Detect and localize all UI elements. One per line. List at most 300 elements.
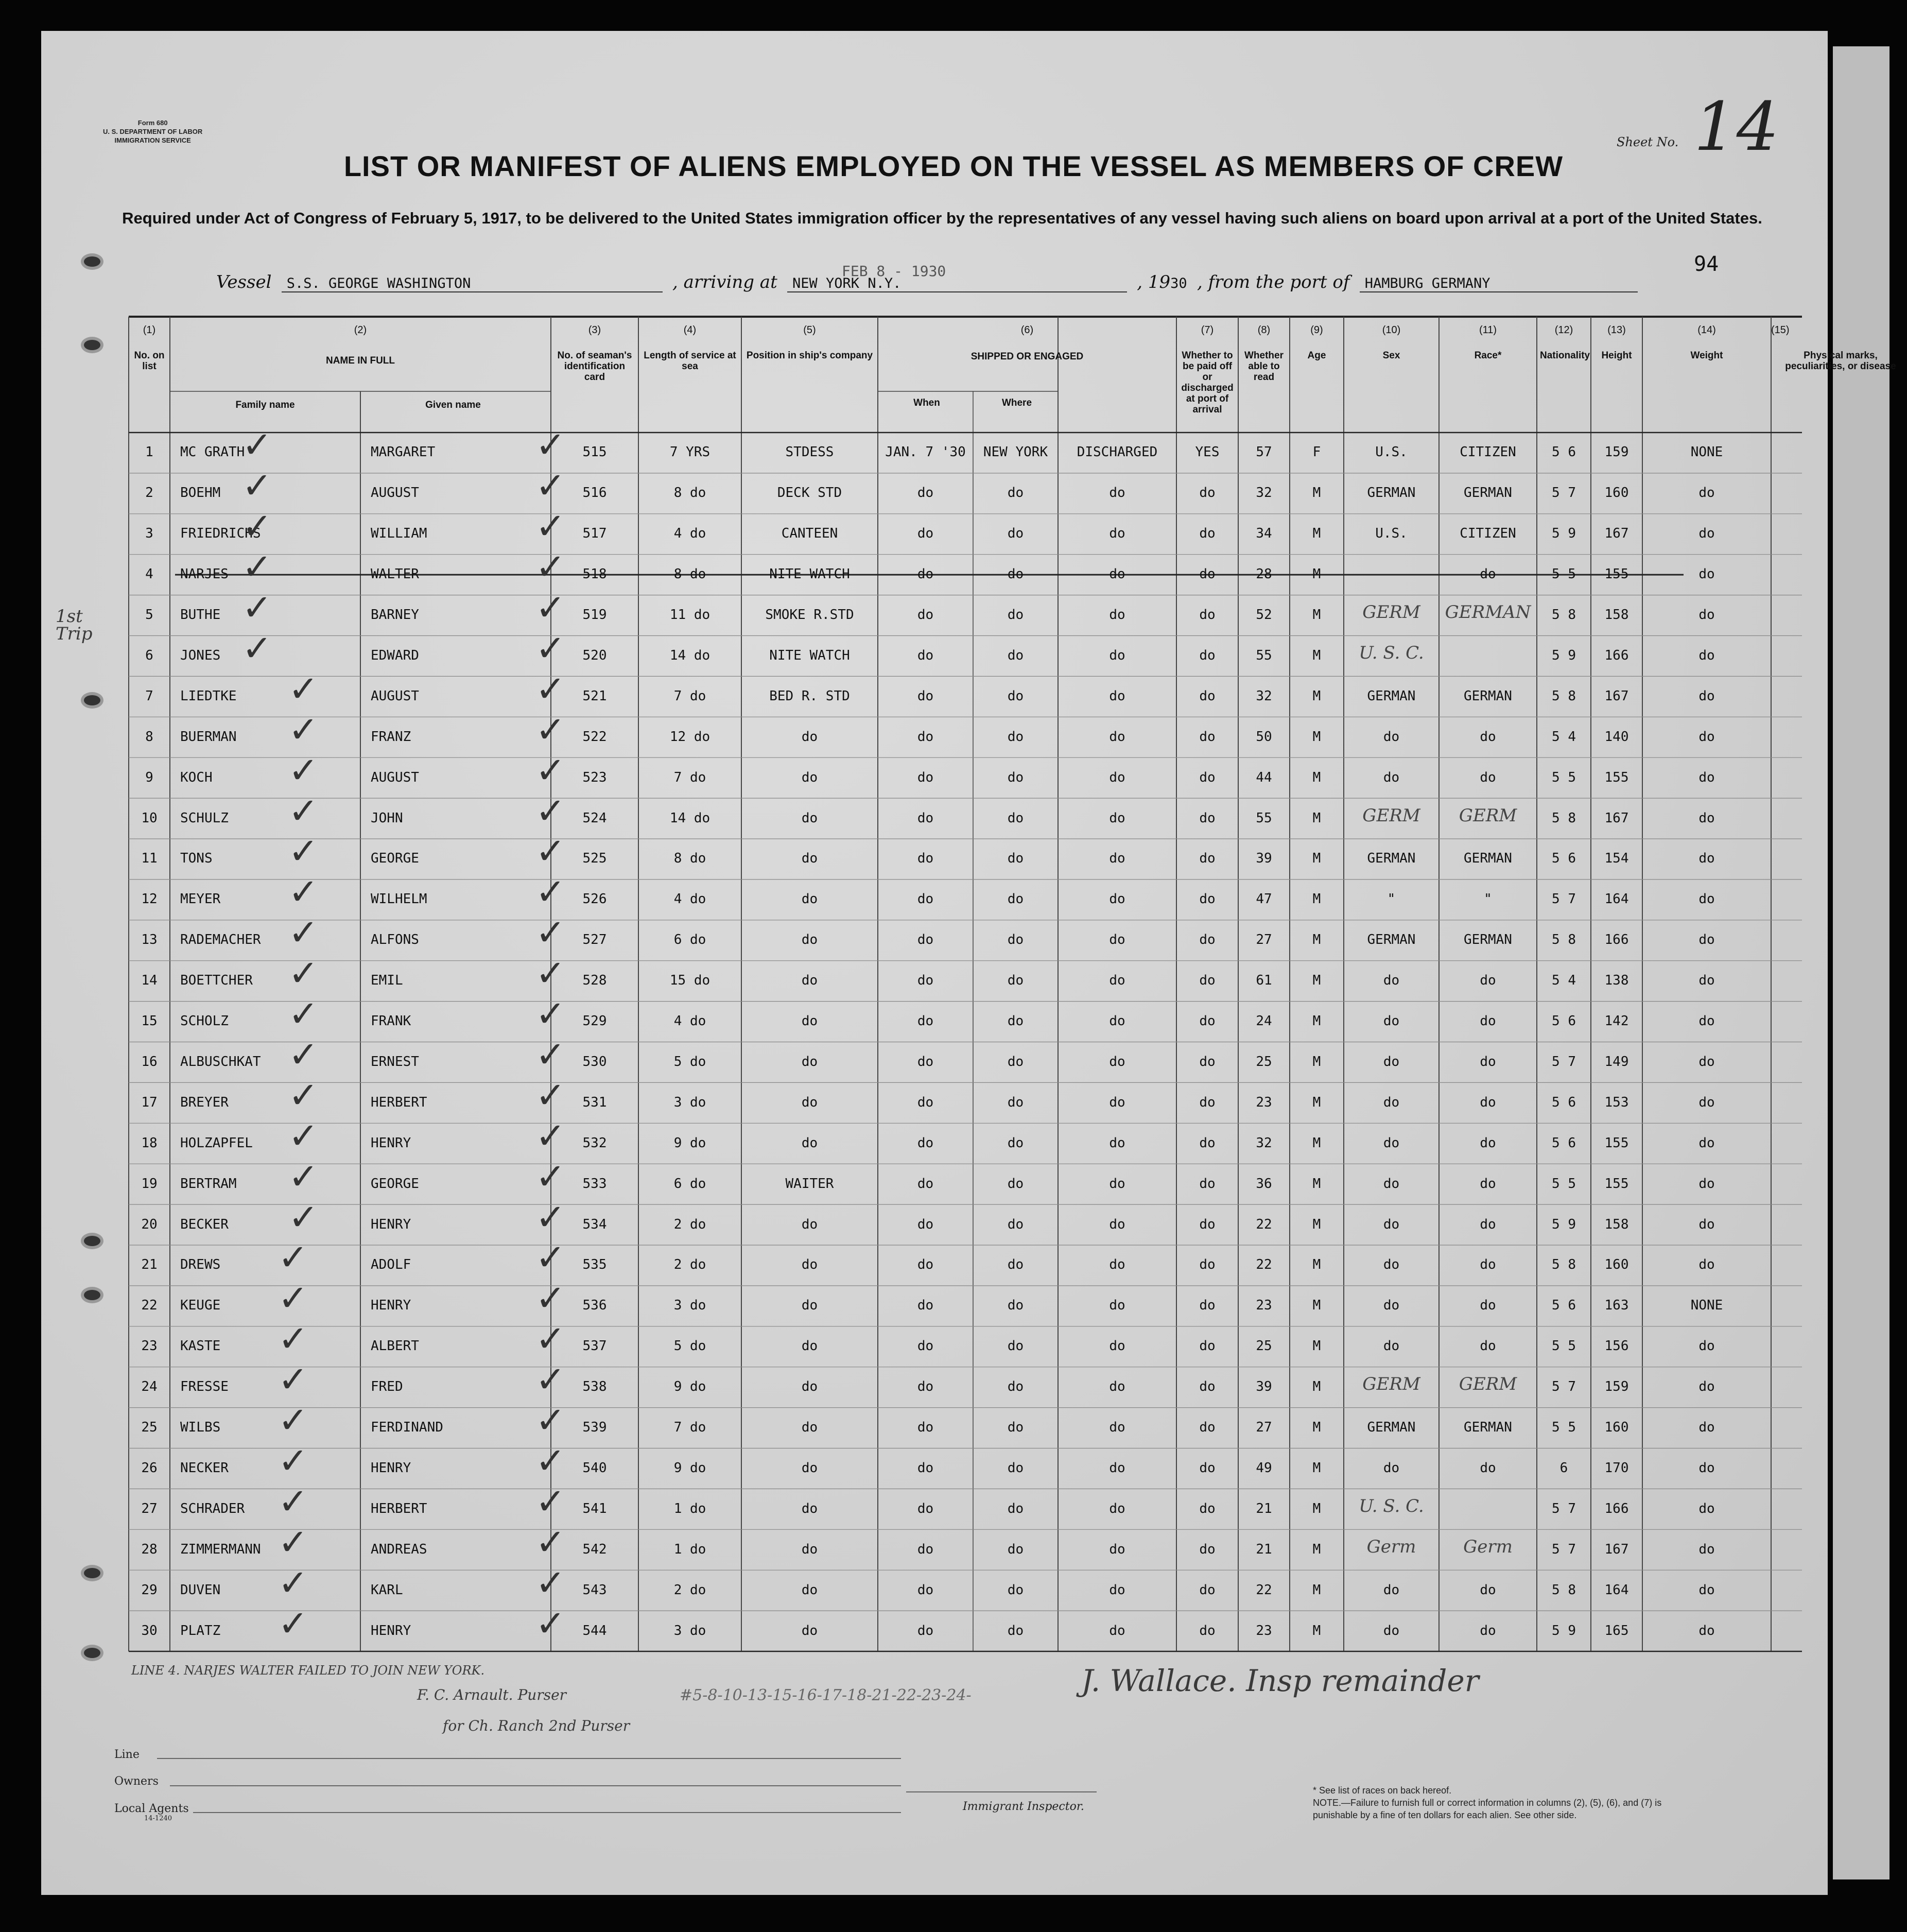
able-to-read: do xyxy=(1199,607,1216,623)
service-length: 3 do xyxy=(673,1623,706,1638)
weight: 159 xyxy=(1604,444,1629,460)
nationality: do xyxy=(1480,1094,1496,1110)
family-name: SCHRADER xyxy=(180,1500,245,1516)
shipped-where: do xyxy=(1007,1541,1024,1557)
given-name: HERBERT xyxy=(371,1094,427,1110)
row-number: 5 xyxy=(145,607,153,623)
check-mark-icon: ✓ xyxy=(535,1521,566,1563)
row-number: 24 xyxy=(141,1379,158,1395)
card-number: 524 xyxy=(582,810,607,826)
position: do xyxy=(801,1013,818,1029)
row-number: 21 xyxy=(141,1257,158,1273)
footer-agents-label: Local Agents xyxy=(114,1802,189,1815)
shipped-where: do xyxy=(1007,729,1024,745)
shipped-when: do xyxy=(917,810,934,826)
position: do xyxy=(801,1338,818,1354)
shipped-when: do xyxy=(917,1054,934,1070)
able-to-read: do xyxy=(1199,1500,1216,1516)
paid-off: do xyxy=(1109,688,1125,704)
row-number: 3 xyxy=(145,526,153,542)
row-number: 1 xyxy=(145,444,153,460)
race: " xyxy=(1387,891,1396,907)
position: do xyxy=(801,1216,818,1232)
check-mark-icon: ✓ xyxy=(288,667,319,710)
shipped-where: do xyxy=(1007,1623,1024,1638)
race: do xyxy=(1383,1135,1400,1151)
physical-marks: do xyxy=(1698,1379,1715,1395)
paid-off: do xyxy=(1109,647,1125,663)
card-number: 515 xyxy=(582,444,607,460)
race: do xyxy=(1383,1176,1400,1192)
check-mark-icon: ✓ xyxy=(535,1155,566,1198)
physical-marks: do xyxy=(1698,1460,1715,1476)
physical-marks: do xyxy=(1698,1582,1715,1598)
position: SMOKE R.STD xyxy=(765,607,854,623)
physical-marks: do xyxy=(1698,607,1715,623)
able-to-read: do xyxy=(1199,485,1216,501)
weight: 166 xyxy=(1604,1500,1629,1516)
second-purser-signature: for Ch. Ranch 2nd Purser xyxy=(443,1717,630,1734)
page-title: LIST OR MANIFEST OF ALIENS EMPLOYED ON THE VESSEL AS MEMBERS OF CREW xyxy=(343,150,1564,182)
sex: M xyxy=(1312,1257,1321,1273)
service-length: 1 do xyxy=(673,1500,706,1516)
given-name: JOHN xyxy=(371,810,403,826)
race: GERMAN xyxy=(1367,851,1416,867)
able-to-read: do xyxy=(1199,1013,1216,1029)
family-name: BERTRAM xyxy=(180,1176,237,1192)
age: 32 xyxy=(1256,485,1272,501)
shipped-when: do xyxy=(917,1216,934,1232)
able-to-read: do xyxy=(1199,1176,1216,1192)
family-name: MEYER xyxy=(180,891,221,907)
age: 27 xyxy=(1256,932,1272,948)
paid-off: do xyxy=(1109,1379,1125,1395)
from-label: , from the port of xyxy=(1197,272,1350,292)
check-mark-icon: ✓ xyxy=(288,1155,319,1198)
check-mark-icon: ✓ xyxy=(288,911,319,954)
service-length: 7 do xyxy=(673,688,706,704)
shipped-when: do xyxy=(917,1298,934,1314)
able-to-read: do xyxy=(1199,1135,1216,1151)
paid-off: do xyxy=(1109,1500,1125,1516)
shipped-where: do xyxy=(1007,566,1024,582)
race: U.S. xyxy=(1375,444,1408,460)
column-header: Weight xyxy=(1690,350,1723,361)
physical-marks: do xyxy=(1698,851,1715,867)
able-to-read: do xyxy=(1199,566,1216,582)
service-length: 12 do xyxy=(669,729,710,745)
sex: M xyxy=(1312,1013,1321,1029)
row-number: 27 xyxy=(141,1500,158,1516)
physical-marks: do xyxy=(1698,932,1715,948)
shipped-where: do xyxy=(1007,1094,1024,1110)
family-name: BREYER xyxy=(180,1094,229,1110)
age: 57 xyxy=(1256,444,1272,460)
able-to-read: do xyxy=(1199,1541,1216,1557)
height: 5 7 xyxy=(1552,891,1576,907)
card-number: 534 xyxy=(582,1216,607,1232)
check-mark-icon: ✓ xyxy=(278,1277,308,1320)
column-header: NAME IN FULL xyxy=(325,355,395,366)
height: 5 9 xyxy=(1552,526,1576,542)
able-to-read: do xyxy=(1199,810,1216,826)
age: 23 xyxy=(1256,1298,1272,1314)
shipped-when: do xyxy=(917,688,934,704)
height: 5 7 xyxy=(1552,1054,1576,1070)
race: do xyxy=(1383,1094,1400,1110)
age: 23 xyxy=(1256,1623,1272,1638)
paid-off: do xyxy=(1109,1216,1125,1232)
race: do xyxy=(1383,1623,1400,1638)
shipped-when: do xyxy=(917,851,934,867)
shipped-when: do xyxy=(917,1460,934,1476)
height: 5 9 xyxy=(1552,1623,1576,1638)
family-name: KOCH xyxy=(180,769,213,785)
sex: M xyxy=(1312,729,1321,745)
row-number: 12 xyxy=(141,891,158,907)
shipped-where: do xyxy=(1007,526,1024,542)
shipped-when: do xyxy=(917,1582,934,1598)
physical-marks: do xyxy=(1698,1176,1715,1192)
weight: 138 xyxy=(1604,973,1629,989)
sex: F xyxy=(1312,444,1321,460)
check-mark-icon: ✓ xyxy=(288,1114,319,1157)
check-mark-icon: ✓ xyxy=(535,1277,566,1320)
height: 5 7 xyxy=(1552,1379,1576,1395)
race: U. S. C. xyxy=(1359,642,1424,663)
position: do xyxy=(801,891,818,907)
card-number: 543 xyxy=(582,1582,607,1598)
column-number: (6) xyxy=(1020,324,1034,336)
race: do xyxy=(1383,1460,1400,1476)
height: 5 8 xyxy=(1552,1257,1576,1273)
age: 52 xyxy=(1256,607,1272,623)
shipped-when: do xyxy=(917,1257,934,1273)
given-name: ERNEST xyxy=(371,1054,419,1070)
nationality: Germ xyxy=(1463,1536,1513,1557)
sex: M xyxy=(1312,566,1321,582)
service-length: 7 do xyxy=(673,769,706,785)
shipped-where: do xyxy=(1007,932,1024,948)
physical-marks: do xyxy=(1698,1257,1715,1273)
sex: M xyxy=(1312,1298,1321,1314)
check-mark-icon: ✓ xyxy=(288,871,319,913)
punch-hole xyxy=(84,340,100,350)
family-name: PLATZ xyxy=(180,1623,221,1638)
service-length: 4 do xyxy=(673,526,706,542)
able-to-read: YES xyxy=(1195,444,1220,460)
physical-marks: do xyxy=(1698,1094,1715,1110)
given-name: GEORGE xyxy=(371,851,419,867)
check-mark-icon: ✓ xyxy=(535,993,566,1036)
shipped-where: do xyxy=(1007,1054,1024,1070)
race: U.S. xyxy=(1375,526,1408,542)
nationality: do xyxy=(1480,729,1496,745)
row-number: 29 xyxy=(141,1582,158,1598)
row-number: 22 xyxy=(141,1298,158,1314)
able-to-read: do xyxy=(1199,1338,1216,1354)
punch-hole xyxy=(84,1236,100,1246)
given-name: GEORGE xyxy=(371,1176,419,1192)
paid-off: do xyxy=(1109,932,1125,948)
service-length: 5 do xyxy=(673,1054,706,1070)
footer-line-label: Line xyxy=(114,1748,140,1761)
weight: 156 xyxy=(1604,1338,1629,1354)
check-mark-icon: ✓ xyxy=(288,1033,319,1076)
weight: 167 xyxy=(1604,526,1629,542)
card-number: 518 xyxy=(582,566,607,582)
shipped-when: do xyxy=(917,1500,934,1516)
check-mark-icon: ✓ xyxy=(242,424,272,467)
physical-marks: do xyxy=(1698,1420,1715,1436)
row-number: 19 xyxy=(141,1176,158,1192)
margin-note: 1st Trip xyxy=(56,606,93,644)
row-number: 14 xyxy=(141,973,158,989)
race: do xyxy=(1383,769,1400,785)
shipped-when: do xyxy=(917,973,934,989)
position: do xyxy=(801,851,818,867)
column-number: (3) xyxy=(588,324,601,336)
nationality: GERMAN xyxy=(1464,851,1512,867)
physical-marks: do xyxy=(1698,810,1715,826)
physical-marks: do xyxy=(1698,526,1715,542)
shipped-where: do xyxy=(1007,688,1024,704)
check-mark-icon: ✓ xyxy=(535,1399,566,1442)
shipped-where: do xyxy=(1007,1257,1024,1273)
physical-marks: do xyxy=(1698,1500,1715,1516)
physical-marks: do xyxy=(1698,973,1715,989)
paid-off: do xyxy=(1109,526,1125,542)
age: 23 xyxy=(1256,1094,1272,1110)
row-number: 13 xyxy=(141,932,158,948)
family-name: BOEHM xyxy=(180,485,221,501)
footer-notes xyxy=(1313,1784,1704,1821)
able-to-read: do xyxy=(1199,769,1216,785)
shipped-where: do xyxy=(1007,810,1024,826)
family-name: NARJES xyxy=(180,566,229,582)
shipped-when: do xyxy=(917,1420,934,1436)
shipped-when: do xyxy=(917,485,934,501)
card-number: 540 xyxy=(582,1460,607,1476)
height: 5 9 xyxy=(1552,647,1576,663)
service-length: 3 do xyxy=(673,1094,706,1110)
nationality: do xyxy=(1480,1460,1496,1476)
column-number: (13) xyxy=(1607,324,1626,336)
paid-off: do xyxy=(1109,1420,1125,1436)
able-to-read: do xyxy=(1199,1094,1216,1110)
physical-marks: do xyxy=(1698,729,1715,745)
nationality: do xyxy=(1480,1013,1496,1029)
race: GERMAN xyxy=(1367,1420,1416,1436)
given-name: HENRY xyxy=(371,1460,411,1476)
subheader-given: Given name xyxy=(425,400,481,410)
family-name: DREWS xyxy=(180,1257,221,1273)
age: 32 xyxy=(1256,688,1272,704)
physical-marks: do xyxy=(1698,1541,1715,1557)
sex: M xyxy=(1312,851,1321,867)
service-length: 2 do xyxy=(673,1582,706,1598)
nationality: do xyxy=(1480,769,1496,785)
column-number: (1) xyxy=(143,324,156,336)
able-to-read: do xyxy=(1199,1257,1216,1273)
sex: M xyxy=(1312,932,1321,948)
sex: M xyxy=(1312,688,1321,704)
weight: 158 xyxy=(1604,607,1629,623)
age: 32 xyxy=(1256,1135,1272,1151)
sex: M xyxy=(1312,1623,1321,1638)
position: DECK STD xyxy=(777,485,842,501)
nationality: do xyxy=(1480,1135,1496,1151)
physical-marks: do xyxy=(1698,485,1715,501)
sex: M xyxy=(1312,485,1321,501)
able-to-read: do xyxy=(1199,647,1216,663)
race: GERM xyxy=(1362,602,1420,623)
sex: M xyxy=(1312,1216,1321,1232)
service-length: 6 do xyxy=(673,932,706,948)
service-length: 8 do xyxy=(673,485,706,501)
column-header: Sex xyxy=(1382,350,1400,361)
punch-hole xyxy=(84,695,100,705)
check-mark-icon: ✓ xyxy=(535,424,566,467)
row-number: 26 xyxy=(141,1460,158,1476)
physical-marks: NONE xyxy=(1690,1298,1723,1314)
row-number: 9 xyxy=(145,769,153,785)
service-length: 8 do xyxy=(673,566,706,582)
check-mark-icon: ✓ xyxy=(288,749,319,791)
weight: 167 xyxy=(1604,810,1629,826)
nationality: do xyxy=(1480,1257,1496,1273)
paid-off: do xyxy=(1109,1135,1125,1151)
card-number: 537 xyxy=(582,1338,607,1354)
check-mark-icon: ✓ xyxy=(278,1399,308,1442)
column-header: Length of service at sea xyxy=(644,350,736,372)
family-name: WILBS xyxy=(180,1420,221,1436)
position: do xyxy=(801,729,818,745)
shipped-where: do xyxy=(1007,1582,1024,1598)
age: 25 xyxy=(1256,1054,1272,1070)
card-number: 539 xyxy=(582,1420,607,1436)
race: GERMAN xyxy=(1367,485,1416,501)
physical-marks: do xyxy=(1698,566,1715,582)
weight: 164 xyxy=(1604,1582,1629,1598)
age: 61 xyxy=(1256,973,1272,989)
column-number: (8) xyxy=(1257,324,1271,336)
check-mark-icon: ✓ xyxy=(278,1439,308,1482)
nationality: CITIZEN xyxy=(1460,526,1516,542)
able-to-read: do xyxy=(1199,688,1216,704)
family-name: DUVEN xyxy=(180,1582,221,1598)
card-number: 531 xyxy=(582,1094,607,1110)
position: WAITER xyxy=(785,1176,834,1192)
age: 55 xyxy=(1256,647,1272,663)
service-length: 5 do xyxy=(673,1338,706,1354)
card-number: 525 xyxy=(582,851,607,867)
service-length: 15 do xyxy=(669,973,710,989)
arriving-port: NEW YORK N.Y. xyxy=(787,275,1127,292)
given-name: KARL xyxy=(371,1582,403,1598)
able-to-read: do xyxy=(1199,1460,1216,1476)
height: 5 8 xyxy=(1552,688,1576,704)
column-number: (15) xyxy=(1771,324,1790,336)
check-mark-icon: ✓ xyxy=(278,1358,308,1401)
paid-off: do xyxy=(1109,851,1125,867)
height: 5 4 xyxy=(1552,973,1576,989)
sex: M xyxy=(1312,1420,1321,1436)
nationality: do xyxy=(1480,1298,1496,1314)
card-number: 544 xyxy=(582,1623,607,1638)
physical-marks: do xyxy=(1698,769,1715,785)
physical-marks: do xyxy=(1698,1623,1715,1638)
nationality: do xyxy=(1480,566,1496,582)
check-mark-icon: ✓ xyxy=(535,830,566,873)
check-mark-icon: ✓ xyxy=(242,546,272,589)
nationality: do xyxy=(1480,1054,1496,1070)
weight: 166 xyxy=(1604,932,1629,948)
service-length: 9 do xyxy=(673,1135,706,1151)
row-number: 20 xyxy=(141,1216,158,1232)
race: GERM xyxy=(1362,805,1420,826)
race: do xyxy=(1383,1298,1400,1314)
able-to-read: do xyxy=(1199,973,1216,989)
height: 5 6 xyxy=(1552,444,1576,460)
card-number: 517 xyxy=(582,526,607,542)
paid-off: DISCHARGED xyxy=(1077,444,1158,460)
weight: 160 xyxy=(1604,1420,1629,1436)
vessel-name: S.S. GEORGE WASHINGTON xyxy=(282,275,663,292)
height: 5 6 xyxy=(1552,1298,1576,1314)
service-length: 2 do xyxy=(673,1216,706,1232)
race: GERMAN xyxy=(1367,688,1416,704)
check-mark-icon: ✓ xyxy=(535,464,566,507)
column-number: (12) xyxy=(1554,324,1573,336)
given-name: AUGUST xyxy=(371,769,419,785)
weight: 155 xyxy=(1604,566,1629,582)
family-name: NECKER xyxy=(180,1460,229,1476)
weight: 153 xyxy=(1604,1094,1629,1110)
subheader-where: Where xyxy=(1001,398,1032,408)
check-mark-icon: ✓ xyxy=(278,1318,308,1360)
row-number: 4 xyxy=(145,566,153,582)
row-number: 30 xyxy=(141,1623,158,1638)
shipped-when: do xyxy=(917,1094,934,1110)
paid-off: do xyxy=(1109,1582,1125,1598)
sex: M xyxy=(1312,607,1321,623)
service-length: 9 do xyxy=(673,1460,706,1476)
family-name: ALBUSCHKAT xyxy=(180,1054,261,1070)
position: NITE WATCH xyxy=(769,566,850,582)
weight: 154 xyxy=(1604,851,1629,867)
sex: M xyxy=(1312,647,1321,663)
shipped-where: do xyxy=(1007,891,1024,907)
row-number: 23 xyxy=(141,1338,158,1354)
able-to-read: do xyxy=(1199,526,1216,542)
nationality: GERM xyxy=(1459,805,1517,826)
height: 5 8 xyxy=(1552,607,1576,623)
paid-off: do xyxy=(1109,1094,1125,1110)
able-to-read: do xyxy=(1199,1216,1216,1232)
card-number: 523 xyxy=(582,769,607,785)
able-to-read: do xyxy=(1199,851,1216,867)
sex: M xyxy=(1312,1054,1321,1070)
paid-off: do xyxy=(1109,810,1125,826)
check-mark-icon: ✓ xyxy=(288,993,319,1036)
check-mark-icon: ✓ xyxy=(288,1196,319,1238)
sex: M xyxy=(1312,1541,1321,1557)
paid-off: do xyxy=(1109,485,1125,501)
paid-off: do xyxy=(1109,1298,1125,1314)
shipped-when: do xyxy=(917,607,934,623)
position: do xyxy=(801,769,818,785)
